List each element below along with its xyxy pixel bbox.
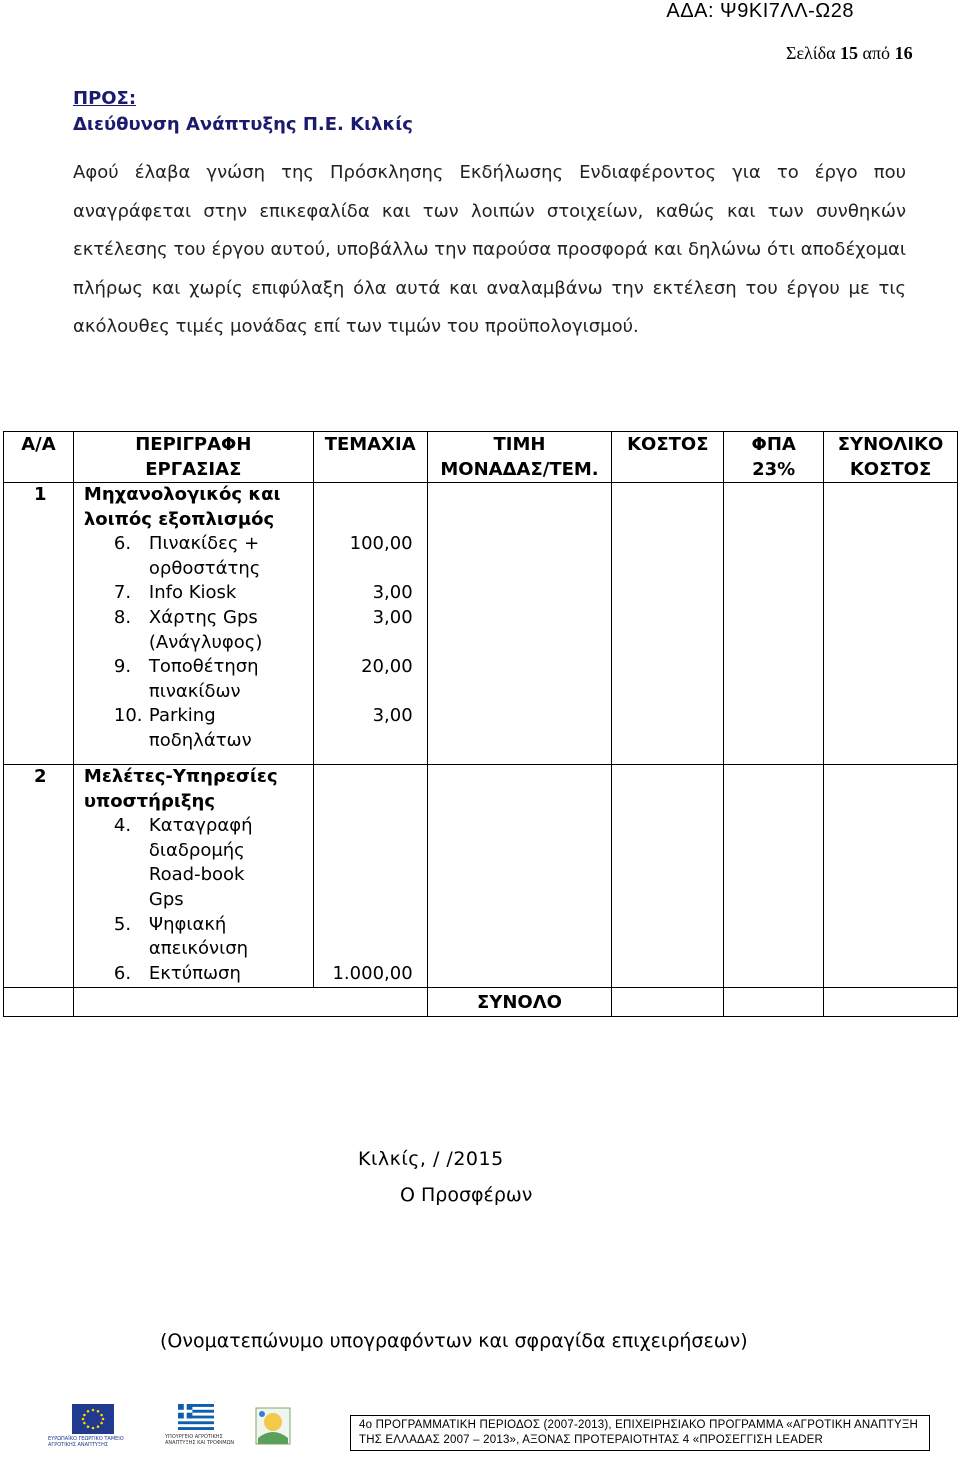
table-total-row [4, 988, 958, 1017]
header-total-cost: ΣΥΝΟΛΙΚΟ ΚΟΣΤΟΣ [824, 432, 958, 483]
total-empty-cell [4, 988, 74, 1017]
table-row-group-1 [4, 483, 958, 765]
header-aa: Α/Α [4, 432, 74, 483]
ministry-caption: ΥΠΟΥΡΓΕΙΟ ΑΓΡΟΤΙΚΗΣ ΑΝΑΠΤΥΞΗΣ ΚΑΙ ΤΡΟΦΙΜΩΝ [165, 1434, 235, 1446]
footer-logos [40, 1400, 300, 1450]
total-empty-cell [73, 988, 427, 1017]
group-1-quantities [313, 483, 427, 765]
header-vat: ΦΠΑ 23% [724, 432, 824, 483]
qty-value: 100,00 [349, 533, 413, 555]
group-1-title: Μηχανολογικός και λοιπός εξοπλισμός [83, 484, 281, 530]
list-item: 7. Info Kiosk [113, 582, 237, 604]
ada-code: ΑΔΑ: Ψ9ΚΙ7ΛΛ-Ω28 [666, 0, 854, 22]
qty-value: 3,00 [372, 705, 413, 727]
total-vat-value [724, 988, 824, 1017]
eu-flag-icon [72, 1404, 114, 1434]
header-cost: ΚΟΣΤΟΣ [612, 432, 724, 483]
list-item: 6. Εκτύπωση [113, 962, 241, 984]
page-mid: από [858, 43, 895, 63]
group-2-description [73, 765, 313, 988]
programme-footer [350, 1415, 930, 1451]
group-1-description [73, 483, 313, 765]
list-item: 8. Χάρτης Gps (Ανάγλυφος) [113, 606, 263, 653]
list-item: 9. Τοποθέτηση πινακίδων [113, 656, 259, 702]
programme-line-2: ΤΗΣ ΕΛΛΑΔΑΣ 2007 – 2013», ΑΞΟΝΑΣ ΠΡΟΤΕΡΑΙΟΤΗΤΑΣ 4 «ΠΡΟΣΕΓΓΙΣΗ LEADER [359, 1434, 823, 1446]
header-unit-price: ΤΙΜΗ ΜΟΝΑΔΑΣ/ΤΕΜ. [427, 432, 612, 483]
to-label [73, 86, 136, 111]
total-cost-cell [824, 483, 958, 765]
total-grand-value [824, 988, 958, 1017]
unit-price-cell [427, 483, 612, 765]
place-date: Κιλκίς, / /2015 [358, 1148, 504, 1170]
leader-logo-icon [254, 1406, 292, 1446]
offer-table [3, 431, 958, 1017]
list-item: 5. Ψηφιακή απεικόνιση [113, 913, 249, 960]
group-2-number: 2 [4, 765, 74, 988]
cost-cell [612, 483, 724, 765]
list-item: 6. Πινακίδες + ορθοστάτης [113, 533, 261, 579]
recipient: Διεύθυνση Ανάπτυξης Π.Ε. Κιλκίς [73, 114, 413, 135]
programme-line-1: 4ο ΠΡΟΓΡΑΜΜΑΤΙΚΗ ΠΕΡΙΟΔΟΣ (2007-2013), ΕΠΙΧΕΙΡΗΣΙΑΚΟ ΠΡΟΓΡΑΜΜΑ «ΑΓΡΟΤΙΚΗ ΑΝΑΠΤΥΞΗ [359, 1419, 919, 1431]
list-item: 10. Parking ποδηλάτων [113, 705, 252, 751]
intro-paragraph: Αφού έλαβα γνώση της Πρόσκλησης Εκδήλωσης Ενδιαφέροντος για το έργο που αναγράφεται στην επικεφαλίδα και των λοιπών στοιχείων, καθώς και των συνθηκών εκτέλεσης του έργου αυτού, υποβάλλω την παρούσα προσφορά και δηλώνω ότι αποδέχομαι πλήρως και χωρίς επιφύλαξη όλα αυτά και αναλαμβάνω την εκτέλεση του έργου με τις ακόλουθες τιμές μονάδας επί των τιμών του προϋπολογισμού. [73, 162, 906, 338]
qty-value: 20,00 [361, 656, 413, 678]
header-description: ΠΕΡΙΓΡΑΦΗ ΕΡΓΑΣΙΑΣ [73, 432, 313, 483]
group-2-quantities [313, 765, 427, 988]
total-label: ΣΥΝΟΛΟ [427, 988, 612, 1017]
vat-cell [724, 765, 824, 988]
to-label-text: ΠΡΟΣ: [73, 88, 137, 109]
table-header-row [4, 432, 958, 483]
group-1-number: 1 [4, 483, 74, 765]
vat-cell [724, 483, 824, 765]
page-current: 15 [840, 43, 859, 63]
cost-cell [612, 765, 724, 988]
qty-value: 3,00 [372, 606, 413, 628]
qty-value: 3,00 [372, 582, 413, 604]
page-number [786, 43, 913, 64]
group-2-title: Μελέτες-Υπηρεσίες υποστήριξης [83, 766, 278, 812]
header-quantity: ΤΕΜΑΧΙΑ [313, 432, 427, 483]
total-cost-cell [824, 765, 958, 988]
page-prefix: Σελίδα [786, 43, 841, 63]
eu-caption: ΕΥΡΩΠΑΪΚΟ ΓΕΩΡΓΙΚΟ ΤΑΜΕΙΟ ΑΓΡΟΤΙΚΗΣ ΑΝΑΠΤΥΞΗΣ [48, 1436, 124, 1448]
page-total: 16 [894, 43, 913, 63]
offerer-label: Ο Προσφέρων [400, 1184, 533, 1206]
unit-price-cell [427, 765, 612, 988]
qty-value: 1.000,00 [332, 962, 413, 984]
signature-note: (Ονοματεπώνυμο υπογραφόντων και σφραγίδα επιχειρήσεων) [160, 1330, 748, 1352]
greek-flag-icon [178, 1404, 214, 1430]
total-cost-value [612, 988, 724, 1017]
table-row-group-2 [4, 765, 958, 988]
list-item: 4. Καταγραφή διαδρομής Road-book Gps [113, 815, 253, 910]
